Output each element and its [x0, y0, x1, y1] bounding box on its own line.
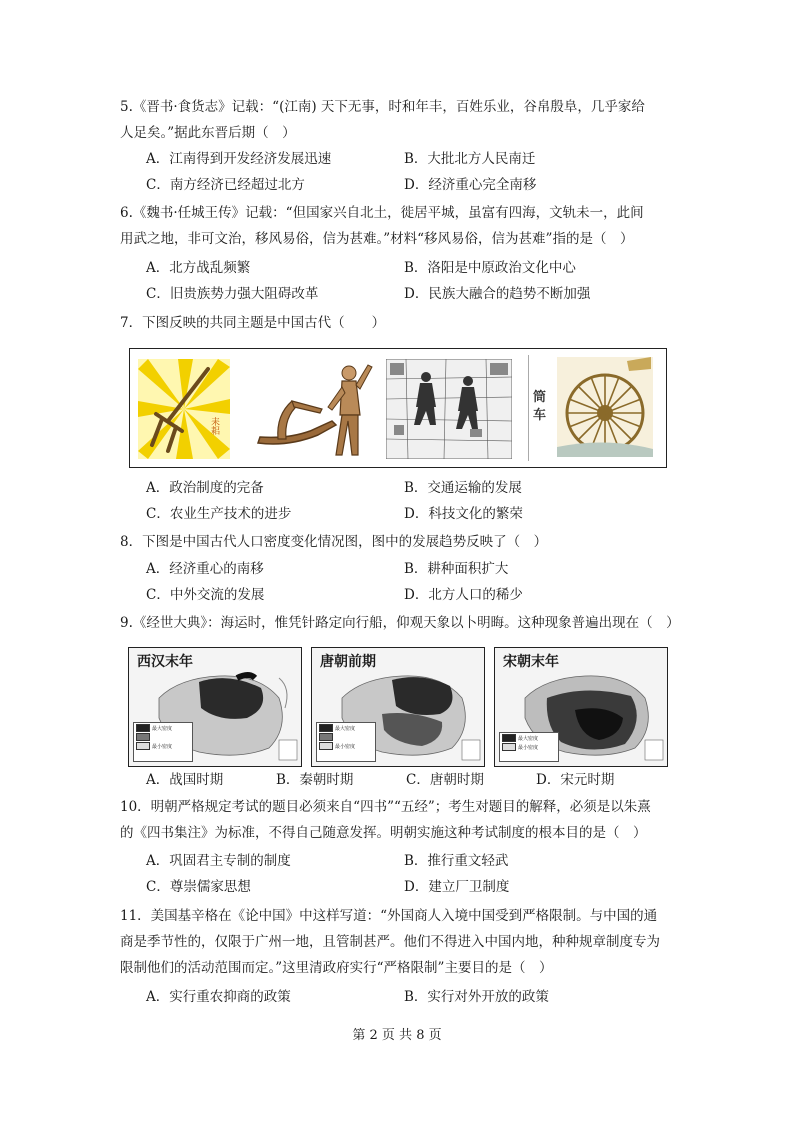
option-b[interactable]: B．洛阳是中原政治文化中心 — [404, 260, 576, 276]
question-9 — [120, 610, 680, 636]
option-c[interactable]: C．唐朝时期 — [406, 772, 484, 788]
option-d[interactable]: D．建立厂卫制度 — [404, 879, 510, 895]
option-d[interactable]: D．北方人口的稀少 — [404, 587, 523, 603]
option-a[interactable]: A．北方战乱频繁 — [146, 260, 251, 276]
question-10-line-1: 10．明朝严格规定考试的题目必须来自“四书”“五经”；考生对题目的解释，必须是以朱熹 — [120, 799, 651, 815]
option-d[interactable]: D．民族大融合的趋势不断加强 — [404, 286, 591, 302]
population-density-maps — [128, 647, 668, 767]
option-b[interactable]: B．实行对外开放的政策 — [404, 989, 549, 1005]
option-a[interactable]: A．实行重农抑商的政策 — [146, 989, 291, 1005]
farming-tools-figure — [129, 348, 667, 468]
question-10 — [120, 794, 680, 846]
rice-field-woodcut-image — [386, 359, 512, 459]
question-7-line-1: 7．下图反映的共同主题是中国古代（ ） — [120, 315, 386, 331]
map-title: 唐朝前期 — [320, 654, 376, 670]
option-d[interactable]: D．经济重心完全南移 — [404, 177, 537, 193]
option-c[interactable]: C．南方经济已经超过北方 — [146, 177, 305, 193]
map-western-han — [128, 647, 302, 767]
option-b[interactable]: B．推行重文轻武 — [404, 853, 509, 869]
question-6 — [120, 200, 680, 252]
option-a[interactable]: A．江南得到开发经济发展迅速 — [146, 151, 332, 167]
question-10-options — [146, 848, 686, 900]
question-5-line-1: 5.《晋书·食货志》记载：“(江南) 天下无事，时和年丰，百姓乐业，谷帛殷阜，几乎家给 — [120, 99, 645, 115]
tongche-label-2: 车 — [533, 408, 547, 423]
map-title: 宋朝末年 — [503, 654, 559, 670]
map-legend: 最大密度 最小密度 — [133, 722, 193, 762]
map-legend: 最大密度 最小密度 — [316, 722, 376, 762]
leisi-image — [138, 359, 230, 459]
question-7 — [120, 310, 680, 336]
question-10-line-2: 的《四书集注》为标准，不得自己随意发挥。明朝实施这种考试制度的根本目的是（ ） — [120, 825, 647, 841]
option-a[interactable]: A．战国时期 — [146, 772, 224, 788]
option-c[interactable]: C．中外交流的发展 — [146, 587, 265, 603]
water-wheel-image — [557, 357, 653, 457]
question-11-line-3: 限制他们的活动范围而定。”这里清政府实行“严格限制”主要目的是（ ） — [120, 960, 553, 976]
tongche-label-1: 筒 — [533, 390, 547, 405]
question-6-options — [146, 255, 686, 307]
question-7-options — [146, 475, 686, 527]
tongche-panel — [528, 355, 655, 461]
question-11-line-2: 商是季节性的，仅限于广州一地，且管制甚严。他们不得进入中国内地，种种规章制度专为 — [120, 934, 660, 950]
question-8 — [120, 529, 680, 555]
plough-farmer-image — [248, 355, 378, 463]
option-b[interactable]: B．耕种面积扩大 — [404, 561, 509, 577]
question-11-options — [146, 984, 686, 1010]
question-9-line-1: 9.《经世大典》：海运时，惟凭针路定向行船，仰观天象以卜明晦。这种现象普遍出现在（ ） — [120, 615, 680, 631]
option-c[interactable]: C．农业生产技术的进步 — [146, 506, 292, 522]
question-9-options — [146, 767, 686, 793]
question-11 — [120, 903, 680, 981]
option-b[interactable]: B．秦朝时期 — [276, 772, 354, 788]
question-5-line-2: 人足矣。”据此东晋后期（ ） — [120, 125, 296, 141]
question-8-options — [146, 556, 686, 608]
option-a[interactable]: A．经济重心的南移 — [146, 561, 264, 577]
option-a[interactable]: A．巩固君主专制的制度 — [146, 853, 291, 869]
option-c[interactable]: C．旧贵族势力强大阻碍改革 — [146, 286, 319, 302]
option-b[interactable]: B．大批北方人民南迁 — [404, 151, 536, 167]
option-c[interactable]: C．尊崇儒家思想 — [146, 879, 251, 895]
option-a[interactable]: A．政治制度的完备 — [146, 480, 264, 496]
question-5-options — [146, 146, 686, 198]
map-early-tang — [311, 647, 485, 767]
map-late-song — [494, 647, 668, 767]
option-d[interactable]: D．科技文化的繁荣 — [404, 506, 523, 522]
question-5 — [120, 94, 680, 146]
map-legend: 最大密度 最小密度 — [499, 732, 559, 762]
question-6-line-1: 6.《魏书·任城王传》记载：“但国家兴自北土，徙居平城，虽富有四海，文轨未一，此间 — [120, 205, 644, 221]
question-11-line-1: 11．美国基辛格在《论中国》中这样写道：“外国商人入境中国受到严格限制。与中国的通 — [120, 908, 658, 924]
option-d[interactable]: D．宋元时期 — [536, 772, 615, 788]
page-footer: 第 2 页 共 8 页 — [352, 1028, 442, 1043]
option-b[interactable]: B．交通运输的发展 — [404, 480, 522, 496]
question-8-line-1: 8．下图是中国古代人口密度变化情况图，图中的发展趋势反映了（ ） — [120, 534, 548, 550]
map-title: 西汉末年 — [137, 654, 193, 670]
question-6-line-2: 用武之地，非可文治，移风易俗，信为甚难。”材料“移风易俗，信为甚难”指的是（ ） — [120, 231, 634, 247]
leisi-label: 耒耜 — [209, 417, 219, 435]
